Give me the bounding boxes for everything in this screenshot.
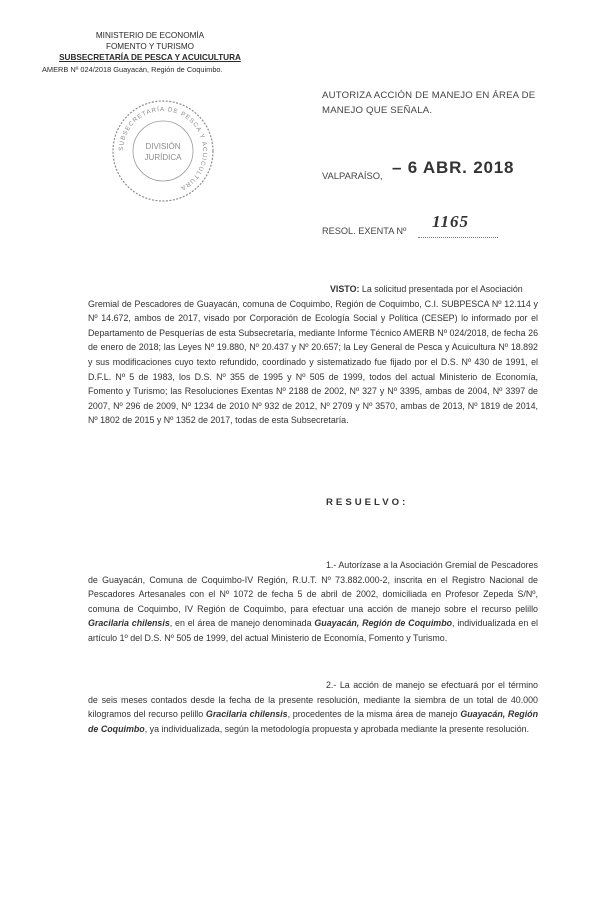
place-date [322, 158, 562, 188]
resolution-number: 1165 [432, 212, 470, 231]
resuelvo-heading: RESUELVO: [326, 497, 409, 508]
visto-label: VISTO: [330, 284, 360, 294]
letterhead [30, 30, 270, 75]
visto-text: Gremial de Pescadores de Guayacán, comuna de Coquimbo, Región de Coquimbo, C.I. SUBPESCA Nº 12.114 y Nº 14.672, ambos de 2017, visado por Corporación de Ecología Social y Política (CESEP) lo informado por el Departamento de Pesquerías de esta Subsecretaría, mediante Informe Técnico AMERB Nº 024/2018, de fecha 26 de enero de 2018; las Leyes Nº 19.880, Nº 20.437 y Nº 20.657; la Ley General de Pesca y Acuicultura Nº 18.892 y sus modificaciones cuyo texto refundido, coordinado y sistematizado fue fijado por el D.S. Nº 430 de 1991, el D.F.L. Nº 5 de 1983, los D.S. Nº 355 de 1995 y Nº 505 de 1999, todos del actual Ministerio de Economía, Fomento y Turismo; las Resoluciones Exentas Nº 2188 de 2002, Nº 327 y Nº 3395, ambas de 2004, Nº 3397 de 2007, Nº 296 de 2009, Nº 1234 de 2010 Nº 932 de 2012, Nº 2709 y Nº 3570, ambas de 2013, Nº 1819 de 2014, Nº 1802 de 2015 y Nº 1352 de 2017, todas de esta Subsecretaría. [88, 298, 538, 426]
undersecretary-name: SUBSECRETARÍA DE PESCA Y ACUICULTURA [59, 53, 241, 63]
visto-section [88, 282, 538, 428]
stamp-inner-line1: DIVISIÓN [145, 142, 181, 151]
stamp-outer-text: SUBSECRETARÍA DE PESCA Y ACUICULTURA [117, 105, 209, 192]
resolution-point-1: 1.- Autorízase a la Asociación Gremial de Pescadores de Guayacán, Comuna de Coquimbo-IV Región, R.U.T. Nº 73.882.000-2, inscrita en el Registro Nacional de Pescadores Artesanales con el Nº 1072 de fecha 5 de abril de 2002, domiciliada en Profesor Zepeda S/Nº, comuna de Coquimbo, IV Región de Coquimbo, para efectuar una acción de manejo sobre el recurso pelillo Gracilaria chilensis, en el área de manejo denominada Guayacán, Región de Coquimbo, individualizada en el artículo 1º del D.S. Nº 505 de 1999, del actual Ministerio de Economía, Fomento y Turismo. [88, 560, 538, 643]
division-juridica-stamp [108, 96, 218, 206]
resolution-number-line [418, 237, 498, 238]
visto-text-start: La solicitud presentada por el Asociación [361, 284, 523, 294]
resolution-point-2: 2.- La acción de manejo se efectuará por el término de seis meses contados desde la fecha de la presente resolución, mediante la siembra de un total de 40.000 kilogramos del recurso pelillo Gracilaria chilensis, procedentes de la misma área de manejo Guayacán, Región de Coquimbo, ya individualizada, según la metodología propuesta y aprobada mediante la presente resolución. [88, 680, 538, 734]
area-name: Guayacán, Región de Coquimbo [88, 709, 538, 734]
place-name: VALPARAÍSO, [322, 170, 383, 181]
resolution-number-block [322, 212, 562, 242]
resolution-subject: AUTORIZA ACCIÓN DE MANEJO EN ÁREA DE MANEJO QUE SEÑALA. [322, 90, 536, 116]
stamp-inner-line2: JURÍDICA [144, 153, 182, 162]
species-name: Gracilaria chilensis [205, 709, 288, 720]
ministry-name: MINISTERIO DE ECONOMÍA [95, 31, 205, 40]
area-name: Guayacán, Región de Coquimbo [314, 618, 453, 629]
ministry-name-line2: FOMENTO Y TURISMO [105, 42, 195, 52]
resolution-label: RESOL. EXENTA Nº [322, 226, 407, 236]
date-stamp: – 6 ABR. 2018 [392, 158, 515, 177]
amerb-reference: AMERB Nº 024/2018 Guayacán, Región de Coquimbo. [42, 64, 223, 74]
species-name: Gracilaria chilensis [88, 618, 170, 629]
